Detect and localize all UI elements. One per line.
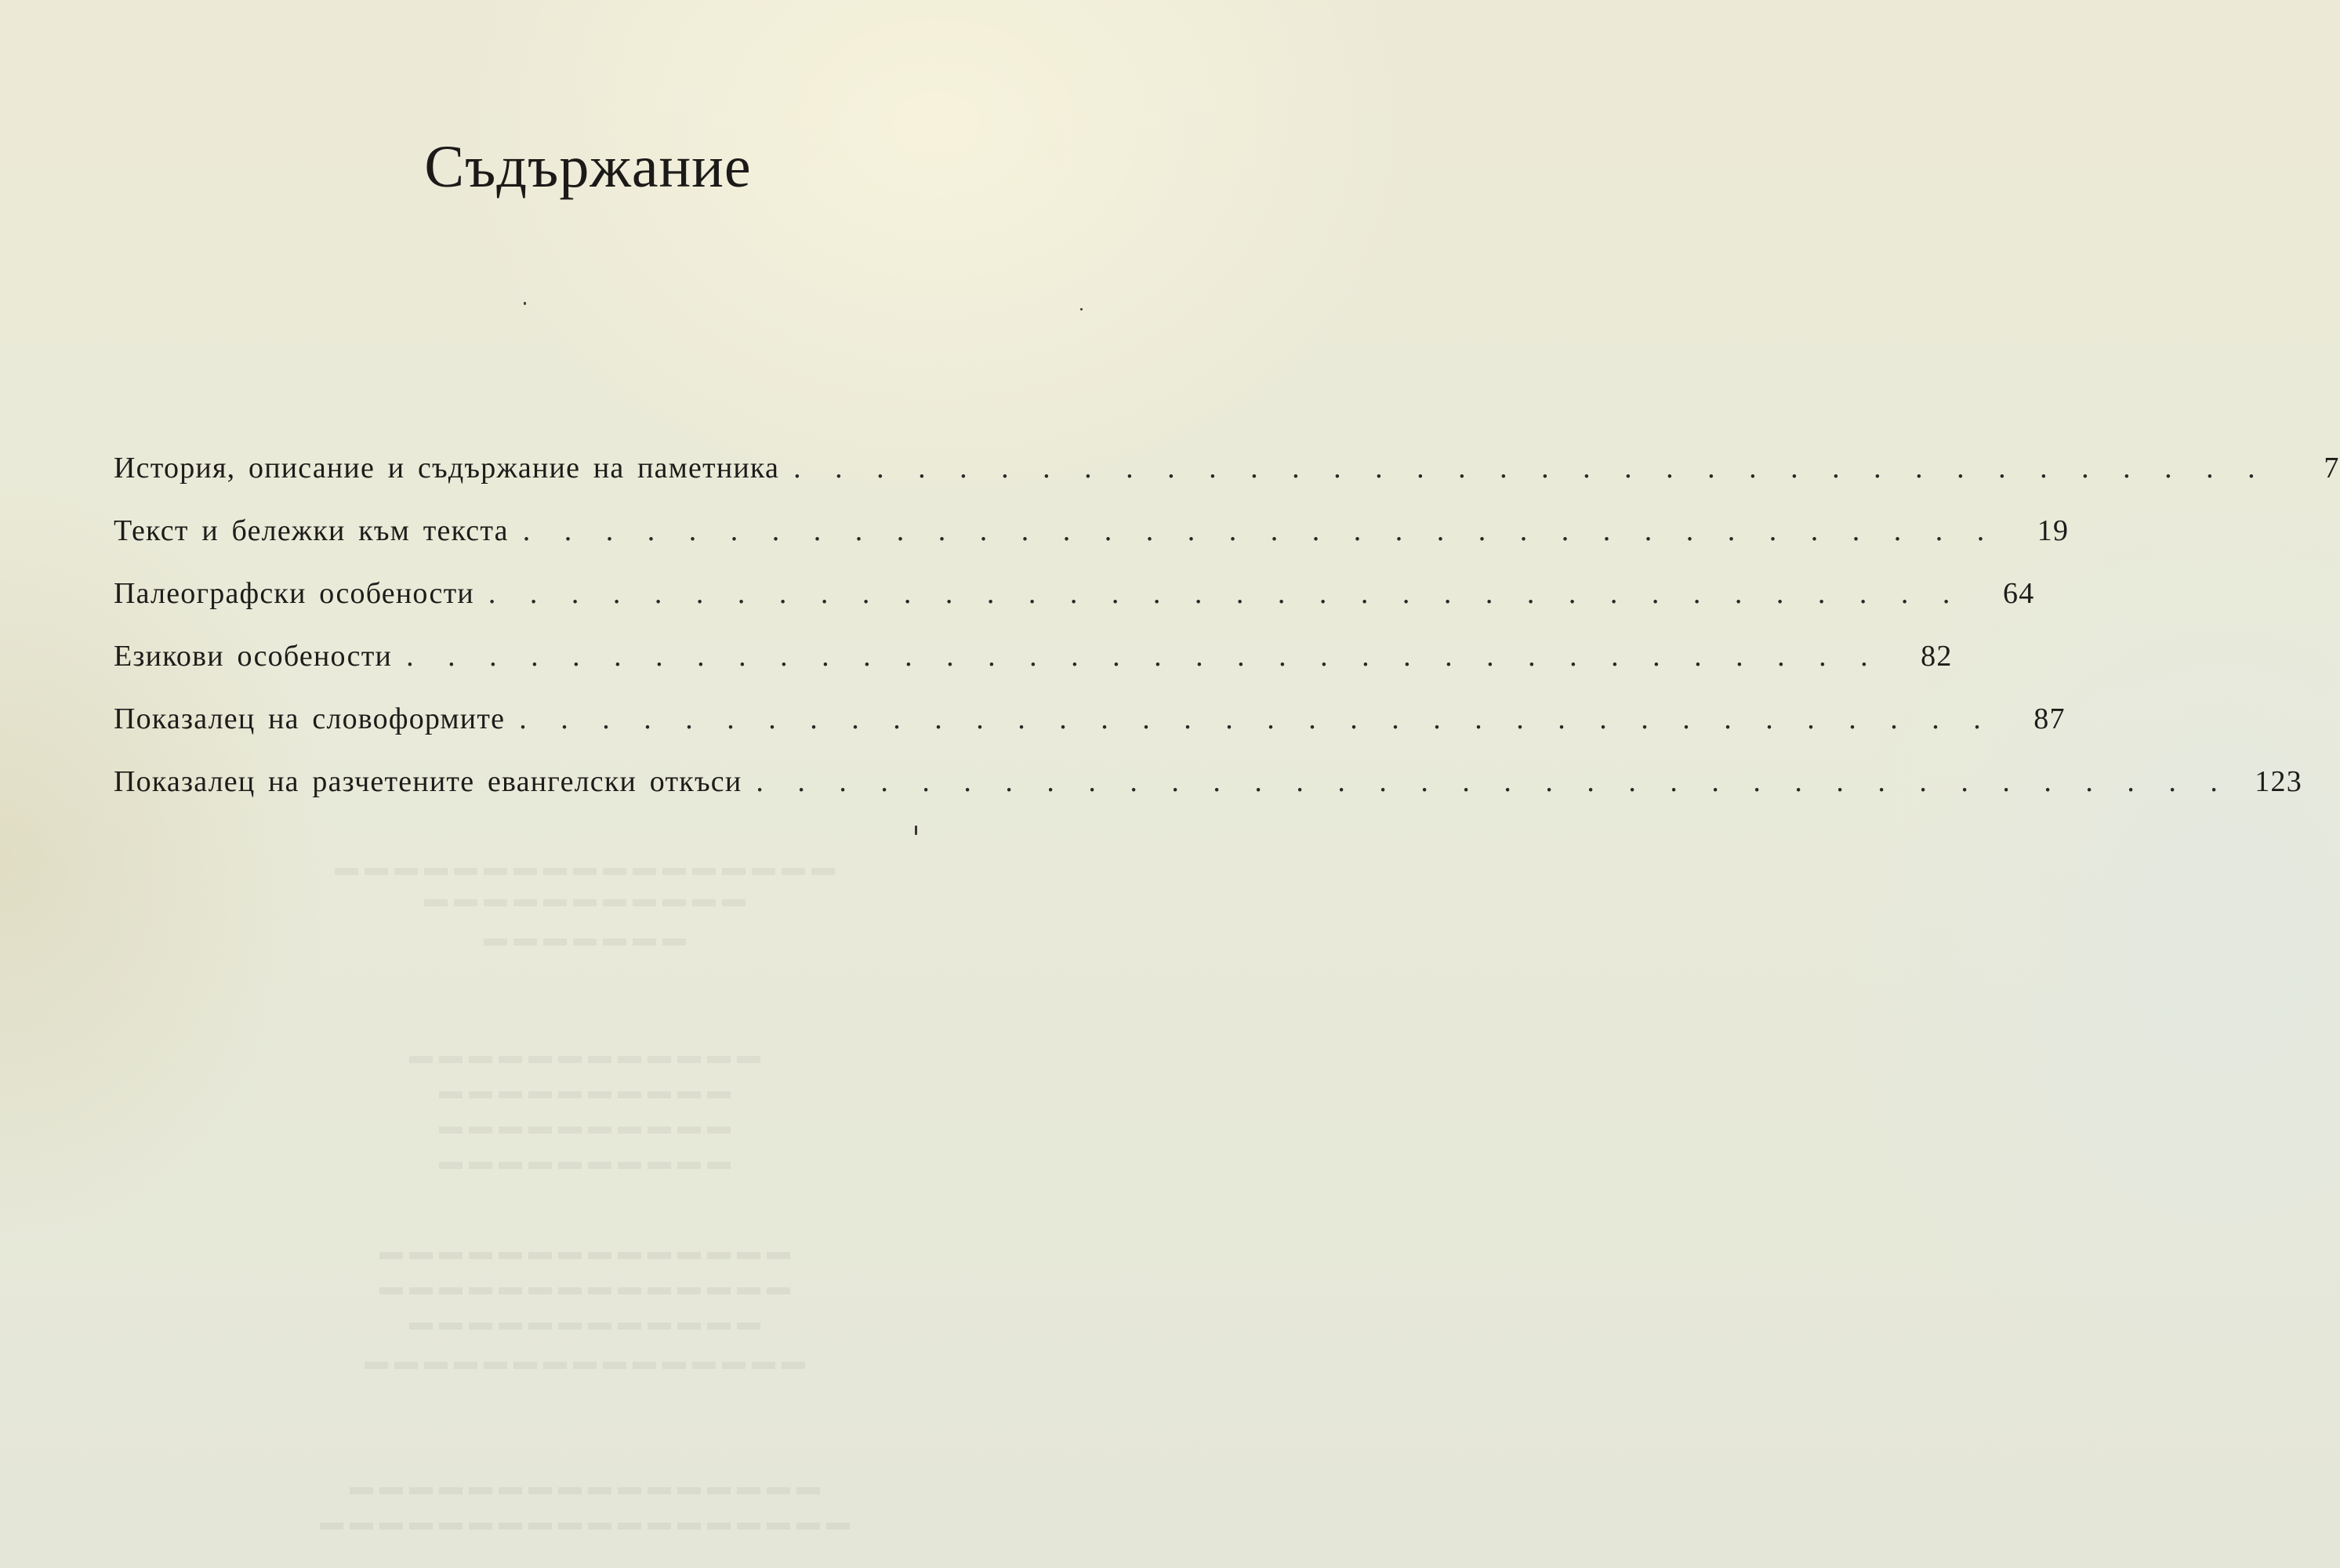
toc-entry-page-number: 7 [2324,452,2340,485]
toc-leader-dots: . . . . . . . . . . . . . . . . . . . . . . . . . . . . . . . . . . . . [756,765,2229,798]
toc-entry-title: Текст и бележки към текста [114,514,509,547]
show-through-texture: ▬▬▬▬▬▬▬▬▬▬▬▬ [409,1309,767,1335]
toc-entry [114,451,2340,514]
toc-leader-dots: . . . . . . . . . . . . . . . . . . . . . . . . . . . . . . . . . . . . [519,702,1992,735]
toc-entry-page-number: 64 [2003,577,2035,610]
toc-leader-dots: . . . . . . . . . . . . . . . . . . . . . . . . . . . . . . . . . . . . [793,452,2266,485]
show-through-texture: ▬▬▬▬▬▬▬▬▬▬ [439,1078,737,1104]
toc-entry [114,702,2066,764]
show-through-texture: ▬▬▬▬▬▬▬▬▬▬ [439,1113,737,1139]
toc-leader-dots: . . . . . . . . . . . . . . . . . . . . . . . . . . . . . . . . . . . . [488,577,1961,610]
show-through-texture: ▬▬▬▬▬▬▬▬▬▬ [439,1149,737,1174]
show-through-texture: ▬▬▬▬▬▬▬▬▬▬▬▬▬▬▬▬ [350,1474,826,1500]
toc-entry [114,764,2302,827]
toc-leader-dots: . . . . . . . . . . . . . . . . . . . . . . . . . . . . . . . . . . . . [522,514,1996,547]
toc-entry-title: История, описание и съдържание на паметника [114,452,780,485]
table-of-contents [114,451,2340,827]
show-through-texture: ▬▬▬▬▬▬▬▬▬▬▬▬▬▬▬ [365,1348,811,1374]
toc-entry [114,514,2070,576]
toc-entry [114,576,2035,639]
page-title: Съдържание [424,134,752,200]
show-through-texture: ▬▬▬▬▬▬▬▬▬▬▬▬▬▬▬▬▬ [335,855,841,880]
toc-entry-title: Показалец на словоформите [114,702,506,735]
show-through-texture: ▬▬▬▬▬▬▬ [484,925,692,951]
show-through-texture: ▬▬▬▬▬▬▬▬▬▬▬▬▬▬ [379,1274,796,1300]
toc-entry-title: Палеографски особености [114,577,474,610]
show-through-texture: ▬▬▬▬▬▬▬▬▬▬▬▬▬▬▬▬▬▬ [320,1509,856,1535]
toc-entry-page-number: 123 [2255,765,2302,798]
show-through-texture: ▬▬▬▬▬▬▬▬▬▬▬ [424,886,752,912]
toc-entry-title: Показалец на разчетените евангелски откъси [114,765,742,798]
toc-leader-dots: . . . . . . . . . . . . . . . . . . . . . . . . . . . . . . . . . . . . [406,640,1879,673]
toc-entry-page-number: 87 [2033,702,2066,735]
toc-entry-title: Езикови особености [114,640,393,673]
ink-speck [524,302,526,305]
ink-speck [1080,308,1083,310]
toc-entry-page-number: 19 [2037,514,2070,547]
ink-speck [915,826,917,835]
toc-entry-page-number: 82 [1921,640,1953,673]
show-through-texture: ▬▬▬▬▬▬▬▬▬▬▬▬ [409,1043,767,1069]
show-through-texture: ▬▬▬▬▬▬▬▬▬▬▬▬▬▬ [379,1239,796,1265]
toc-entry [114,639,1953,702]
